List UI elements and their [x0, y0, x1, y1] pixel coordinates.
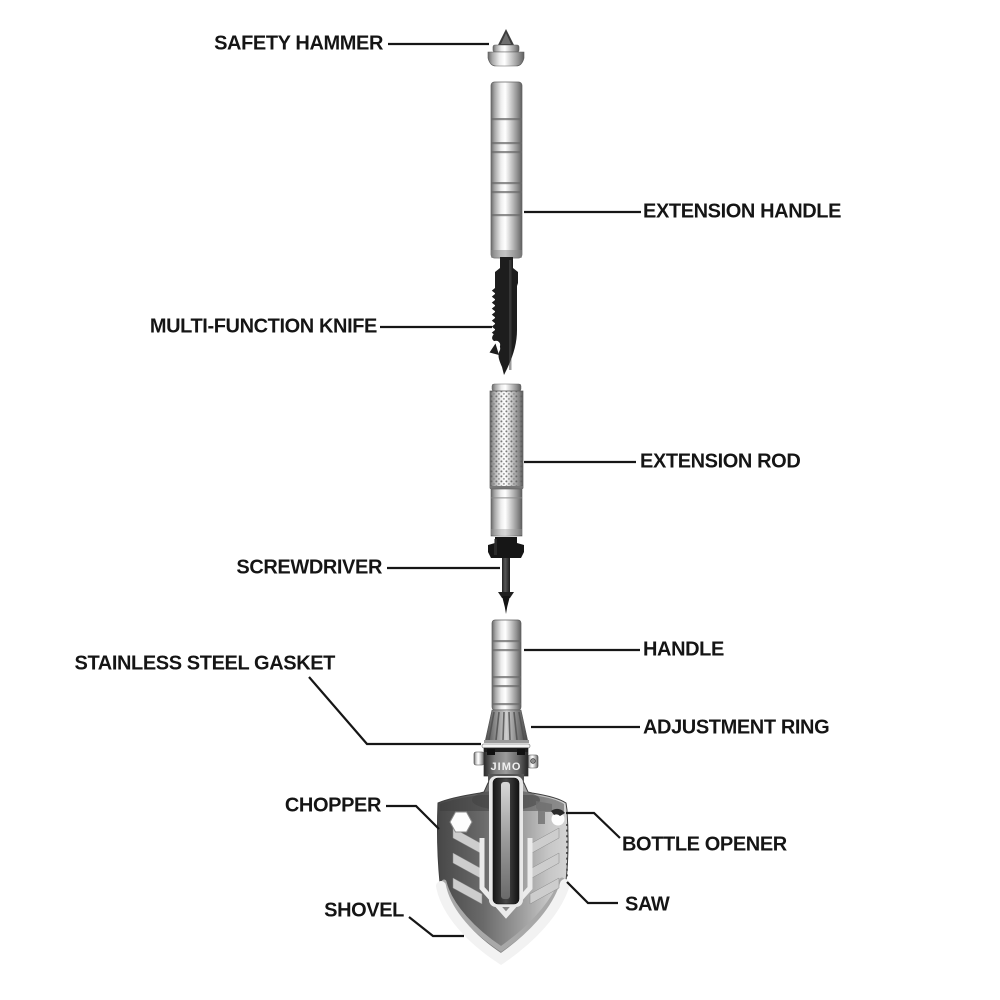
mount-block-part	[474, 748, 538, 776]
label-adjustment-ring: ADJUSTMENT RING	[643, 716, 830, 739]
label-safety-hammer: SAFETY HAMMER	[214, 32, 383, 55]
label-multi-function-knife: MULTI-FUNCTION KNIFE	[149, 315, 377, 338]
leader-stainless-steel-gasket	[309, 677, 481, 744]
label-extension-handle: EXTENSION HANDLE	[643, 200, 842, 223]
label-chopper: CHOPPER	[284, 794, 381, 817]
leader-chopper	[386, 806, 439, 829]
shovel-head-part	[438, 774, 569, 963]
leader-bottle-opener	[566, 813, 620, 838]
handle-part	[492, 620, 521, 710]
stainless-steel-gasket-part	[482, 744, 530, 748]
label-stainless-steel-gasket: STAINLESS STEEL GASKET	[74, 652, 335, 675]
hex-hole	[450, 812, 472, 832]
label-extension-rod: EXTENSION ROD	[640, 450, 801, 473]
label-saw: SAW	[625, 893, 670, 916]
brand-logo-text: JIMO	[490, 761, 522, 773]
screwdriver-part	[488, 537, 524, 614]
label-screwdriver: SCREWDRIVER	[236, 556, 382, 579]
extension-rod-part	[490, 384, 523, 536]
label-handle: HANDLE	[643, 638, 724, 661]
label-bottle-opener: BOTTLE OPENER	[622, 833, 787, 856]
leader-saw	[567, 882, 618, 903]
multi-function-knife-part	[490, 257, 519, 375]
safety-hammer-part	[488, 29, 524, 66]
adjustment-ring-part	[484, 710, 529, 743]
bottle-opener-notch	[551, 809, 565, 826]
extension-handle-part	[491, 82, 522, 258]
label-shovel: SHOVEL	[324, 899, 404, 922]
